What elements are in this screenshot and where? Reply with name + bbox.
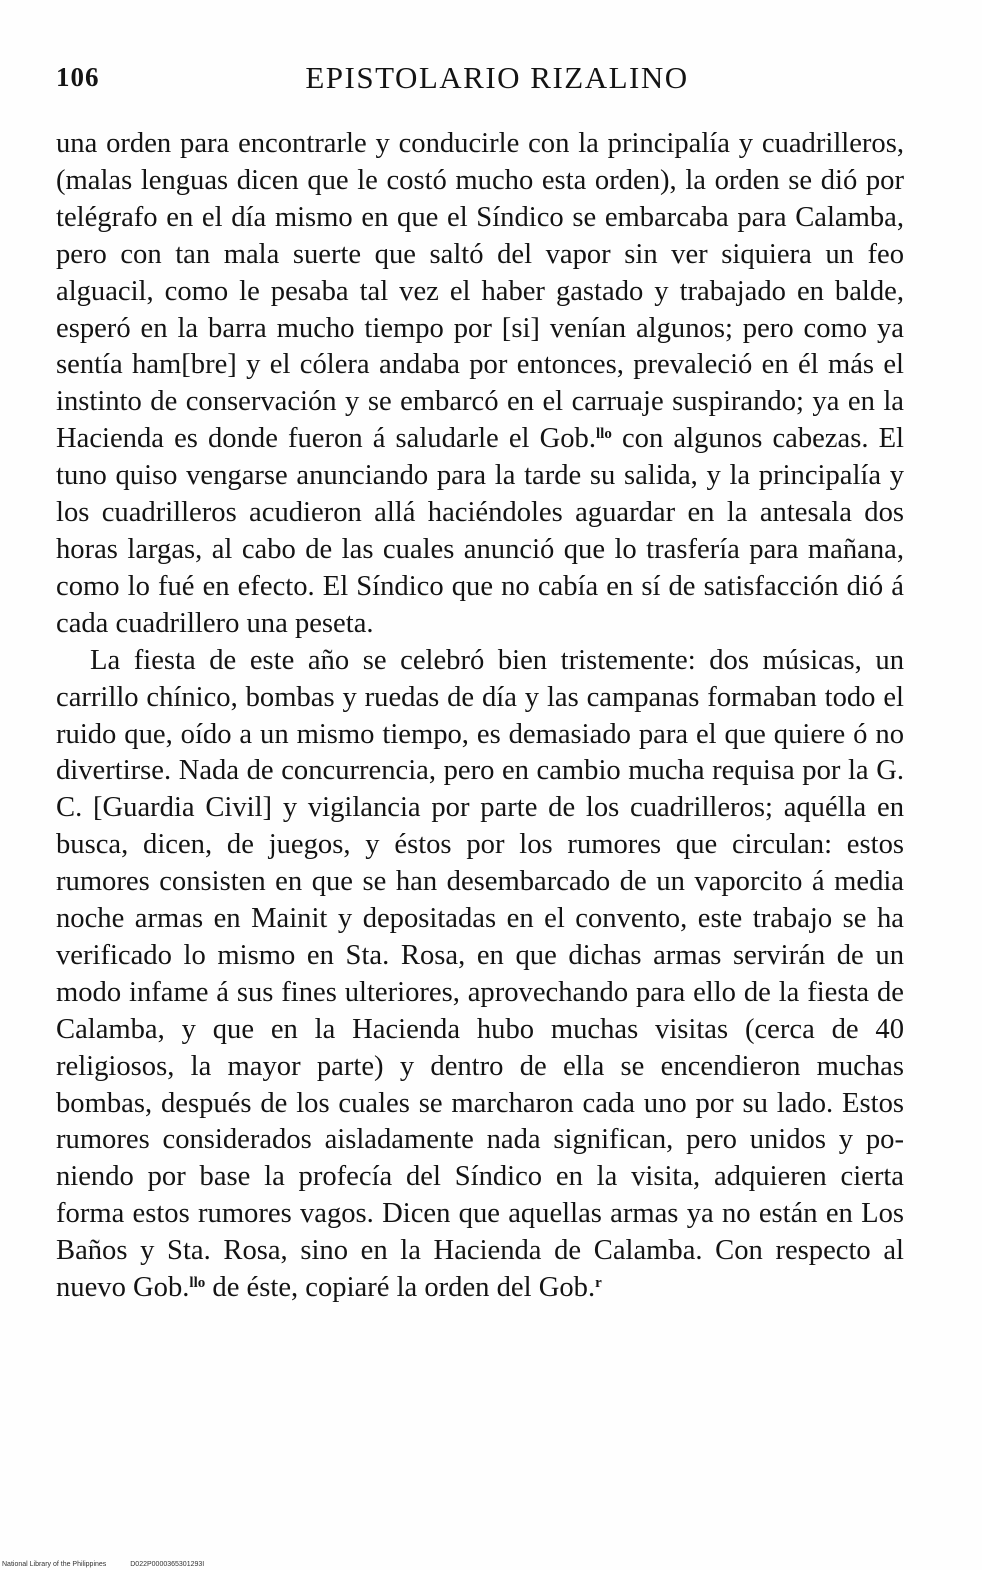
scan-footer <box>2 1561 226 1568</box>
paragraph-1-text-b: con algunos cabezas. El tuno quiso vengarse anunciando para la tarde su salida, y la principalía y los cuadrilleros acudieron allá haciéndoles aguardar en la antesala dos horas largas, al cabo de las cuales anunció que lo trasfería para mañana, como lo fué en efecto. El Síndico que no cabía en sí de satisfacción dió á cada cuadrillero una peseta. <box>56 423 904 639</box>
paragraph-2-text-b: de éste, copiaré la orden del Gob. <box>205 1272 596 1304</box>
superscript-llo: llo <box>189 1275 206 1292</box>
superscript-r: r <box>595 1275 602 1292</box>
paragraph-1-text-a: una orden para encontrarle y conducirle con la principalía y cuadrilleros, (malas lenguas dicen que le costó mucho esta orden), la orden se dió por telégrafo en el día mismo en que el Síndico se embarcaba para Calamba, pero con tan mala suerte que saltó del vapor sin ver siquiera un feo alguacil, como le pesaba tal vez el haber gastado y trabajado en balde, esperó en la barra mucho tiempo por [si] venían algunos; pero como ya sentía ham[bre] y el cólera andaba por entonces, prevaleció en él más el instinto de conservación y se embarcó en el carruaje suspirando; ya en la Hacienda es donde fueron á saludarle el Gob. <box>56 128 904 455</box>
footer-code: D022P0000365301293I <box>130 1561 205 1568</box>
page-number: 106 <box>56 62 100 92</box>
body-text <box>56 126 904 1307</box>
paragraph-2 <box>56 643 904 1307</box>
paragraph-2-text-a: La fiesta de este año se celebró bien tristemente: dos músicas, un carrillo chínico, bombas y ruedas de día y las campanas formaban todo el ruido que, oído a un mismo tiempo, es demasiado para el que quiere ó no divertirse. Nada de concurrencia, pero en cambio mucha requisa por la G. C. [Guardia Civil] y vigilancia por parte de los cuadrilleros; aquélla en busca, dicen, de juegos, y éstos por los rumores que circulan: estos rumores consisten en que se han desembarcado de un vaporcito á media noche armas en Mainit y depositadas en el convento, este trabajo se ha verificado lo mismo en Sta. Rosa, en que dichas armas servirán de un modo infame á sus fines ulteriores, aprovechando para ello de la fiesta de Calamba, y que en la Hacienda hubo muchas visitas (cerca de 40 religiosos, la mayor parte) y dentro de ella se encendieron muchas bombas, después de los cuales se marcharon cada uno por su lado. Estos rumores considerados aisladamente nada significan, pero unidos y poniendo por base la profecía del Síndico en la visita, adquieren cierta forma estos rumores vagos. Dicen que aquellas armas ya no están en Los Baños y Sta. Rosa, sino en la Hacienda de Calamba. Con respecto al nuevo Gob. <box>56 644 904 1304</box>
paragraph-1 <box>56 126 904 643</box>
superscript-llo: llo <box>596 426 612 443</box>
running-title: EPISTOLARIO RIZALINO <box>305 60 689 95</box>
footer-library: National Library of the Philippines <box>2 1561 107 1568</box>
